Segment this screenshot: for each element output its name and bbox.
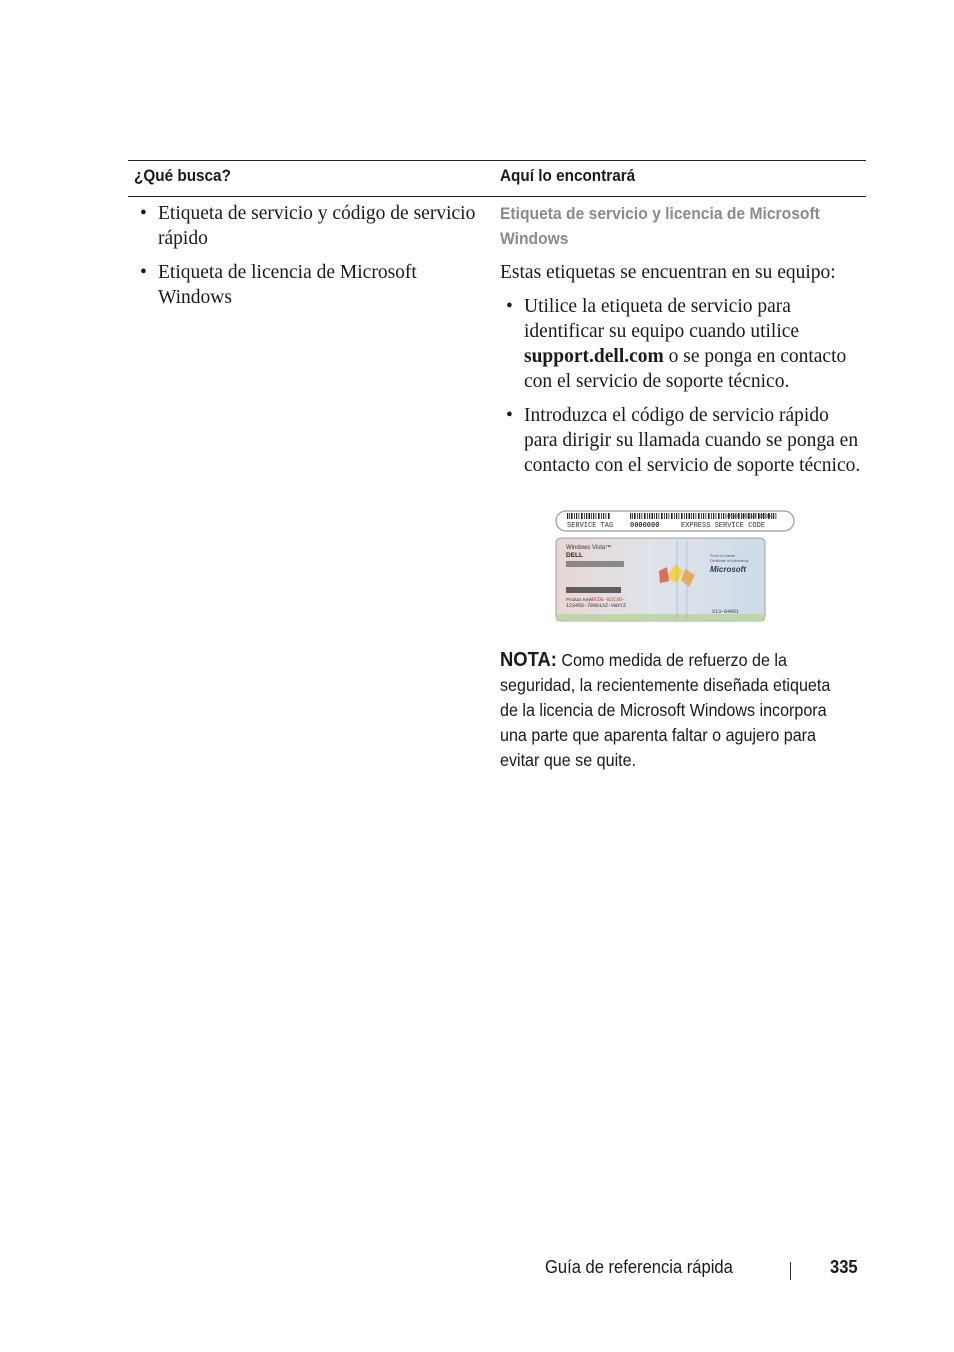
list-item-text: Etiqueta de licencia de Microsoft Windows — [158, 262, 417, 308]
svg-text:ABCDE-B2C3D-: ABCDE-B2C3D- — [589, 597, 626, 603]
what-column — [128, 201, 488, 319]
note-block — [500, 648, 842, 773]
bullet-text: Introduzca el código de servicio rápido para dirigir su llamada cuando se ponga en contacto con el servicio de soporte técnico. — [524, 405, 861, 476]
table-top-rule — [128, 160, 866, 161]
svg-text:Product Key:: Product Key: — [566, 597, 592, 602]
section-title: Etiqueta de servicio y licencia de Microsoft Windows — [500, 204, 820, 248]
note-text: Como medida de refuerzo de la seguridad, la recientemente diseñada etiqueta de la licencia de Microsoft Windows incorpora una parte que aparenta faltar o agujero para evitar que se quite. — [500, 650, 831, 770]
svg-text:Certificate of Authenticity: Certificate of Authenticity — [710, 559, 749, 563]
footer-title: Guía de referencia rápida — [545, 1257, 733, 1277]
bullet-text: o se ponga en contacto con el servicio de soporte técnico. — [524, 346, 847, 392]
svg-text:SERVICE TAG: SERVICE TAG — [567, 522, 614, 530]
svg-text:DELL: DELL — [566, 552, 583, 559]
bullet-text: Utilice la etiqueta de servicio para identificar su equipo cuando utilice — [524, 296, 800, 342]
page-number: 335 — [830, 1257, 858, 1277]
svg-text:Microsoft: Microsoft — [710, 565, 746, 574]
service-and-license-labels-image — [555, 509, 795, 624]
svg-text:Proof of License: Proof of License — [710, 554, 736, 558]
bullet-icon: • — [506, 405, 513, 426]
table-header-rule — [128, 196, 866, 197]
footer-separator — [790, 1262, 791, 1280]
svg-text:X13-84661: X13-84661 — [712, 609, 740, 615]
list-item — [500, 403, 866, 478]
where-column — [500, 201, 866, 478]
bullet-icon: • — [140, 262, 147, 283]
column-header-what: ¿Qué busca? — [134, 166, 231, 185]
column-header-where: Aquí lo encontrará — [500, 166, 636, 185]
list-item — [128, 260, 488, 310]
svg-text:000 0000 0000: 000 0000 0000 — [727, 513, 774, 520]
service-tag-label — [556, 511, 794, 531]
svg-text:EXPRESS SERVICE CODE: EXPRESS SERVICE CODE — [681, 522, 766, 530]
svg-text:0000000: 0000000 — [630, 522, 660, 530]
note-label: NOTA: — [500, 649, 557, 671]
list-item — [128, 201, 488, 251]
bullet-icon: • — [140, 203, 147, 224]
list-item-text: Etiqueta de servicio y código de servicio rápido — [158, 203, 476, 249]
microsoft-license-label — [556, 538, 765, 621]
bullet-icon: • — [506, 296, 513, 317]
svg-text:123456-78901XZ-VWXYZ: 123456-78901XZ-VWXYZ — [566, 603, 627, 609]
support-link[interactable]: support.dell.com — [524, 346, 664, 367]
intro-text: Estas etiquetas se encuentran en su equipo: — [500, 262, 836, 283]
list-item — [500, 294, 866, 394]
svg-text:Windows Vista™: Windows Vista™ — [566, 545, 612, 551]
